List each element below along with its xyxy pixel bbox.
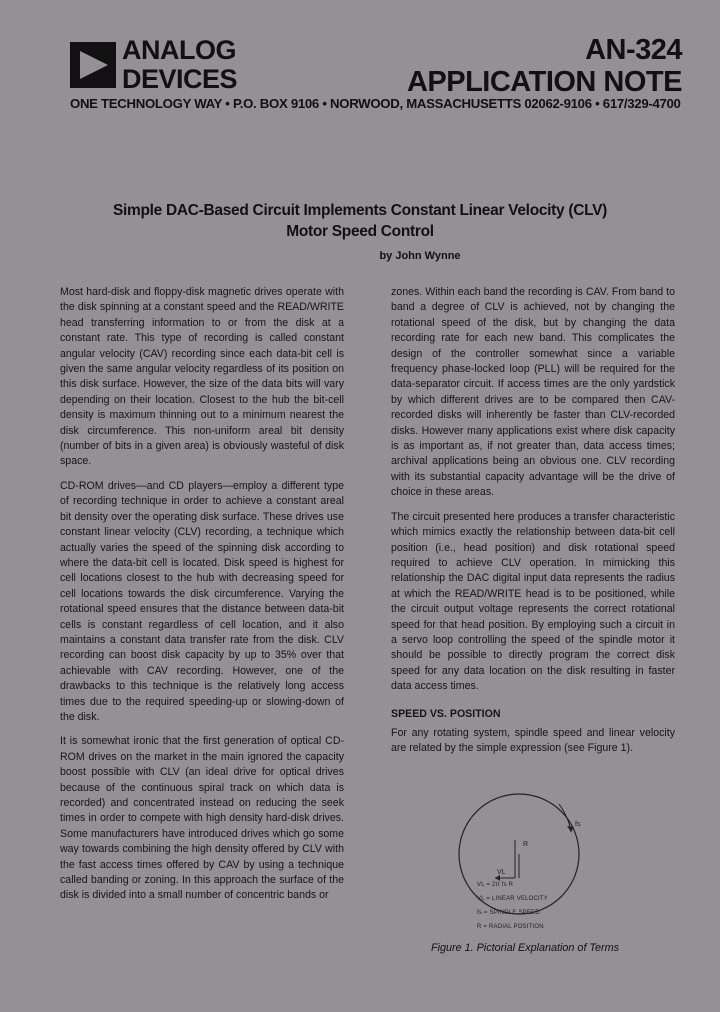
title-block	[60, 200, 660, 262]
company-address: ONE TECHNOLOGY WAY • P.O. BOX 9106 • NORWOOD, MASSACHUSETTS 02062-9106 • 617/329-4700	[70, 96, 681, 111]
paragraph: The circuit presented here produces a transfer characteristic which mimics exactly the relationship between data-bit cell position (i.e., head position) and disk rotational speed required to achieve CLV operation. In mimicking this relationship the DAC digital input data represents the radius at which the READ/WRITE head is to be positioned, while the circuit output voltage represents the correct rotational speed for that head position. By employing such a circuit in a servo loop controlling the speed of the spindle motor it should be possible to directly program the correct disk speed for any data location on the disk resulting in faster data access times.	[391, 510, 675, 693]
figure-1	[391, 770, 681, 970]
byline: by John Wynne	[379, 250, 461, 262]
paragraph: Most hard-disk and floppy-disk magnetic drives operate with the disk spinning at a constant speed and the READ/WRITE head transferring information to or from the disk at a constant rate. This type of recording is called constant angular velocity (CAV) recording since each data-bit cell is given the same angular velocity regardless of its position on this disk surface. However, the size of the data bits will vary depending on their location. Closest to the hub the bit-cell density is maximum thinning out to a minimum nearest the disk circumference. This non-uniform areal bit density (number of bits in a given area) is obviously wasteful of disk space.	[60, 286, 344, 468]
label-vl: VL	[497, 869, 506, 876]
legend-radial-position: R = RADIAL POSITION	[477, 924, 544, 930]
document-identifier	[407, 34, 682, 98]
section-heading: SPEED VS. POSITION	[391, 707, 501, 720]
legend-linear-velocity: VL = LINEAR VELOCITY	[477, 896, 548, 902]
brand-line-2: DEVICES	[122, 64, 238, 94]
paragraph: It is somewhat ironic that the first generation of optical CD-ROM drives on the market in the main ignored the capacity boost possible with CLV (an ideal drive for optical drives because of the continuous spiral track on which data is recorded) and concentrated instead on reducing the seek times in order to compete with high density hard-disk drives. Some manufacturers have introduced drives which go some way towards combining the high density offered by CLV with the fast access times offered by CAV by using a technique called banding or zoning. In this approach the surface of the disk is divided into a small number of concentric bands or	[60, 735, 344, 902]
analog-devices-logo-icon	[70, 42, 116, 88]
doc-type: APPLICATION NOTE	[406, 66, 682, 98]
legend-equation: VL = 2π fs R	[477, 882, 514, 888]
legend-spindle-speed: fs = SPINDLE SPEED	[477, 910, 540, 916]
doc-number: AN-324	[585, 34, 682, 66]
article-title-line-2: Motor Speed Control	[286, 223, 434, 240]
right-column	[391, 285, 675, 766]
figure-legend	[477, 878, 548, 934]
figure-caption: Figure 1. Pictorial Explanation of Terms	[431, 942, 620, 954]
page-header	[0, 0, 720, 130]
label-fs: fs	[575, 821, 581, 828]
paragraph: CD-ROM drives—and CD players—employ a different type of recording technique in order to achieve a constant areal bit density over the operating disk surface. These drives use constant linear velocity (CLV) recording, a technique which actually varies the speed of the spinning disk according to where the data-bit cell is located. Disk speed is highest for cell locations closest to the hub with decreasing speed for cell locations towards the disk circumference. Varying the rotational speed ensures that the distance between data-bit cells is constant regardless of cell location, and it also maintains a constant data transfer rate from the disk. CLV recording can boost disk capacity by up to 35% over that achievable with CAV recording. However, one of the drawbacks to this technique is the relatively long access times due to the required speeding-up or slowing-down of the disk.	[60, 479, 344, 723]
label-r: R	[523, 841, 529, 848]
left-column	[60, 285, 344, 913]
paragraph: For any rotating system, spindle speed and linear velocity are related by the simple expression (see Figure 1).	[391, 726, 675, 755]
brand-name	[122, 36, 237, 94]
paragraph: zones. Within each band the recording is CAV. From band to band a degree of CLV is achieved, not by changing the rotational speed of the disk, but by changing the data recording rate for each new band. This complicates the design of the controller somewhat since a variable frequency phase-locked loop (PLL) will be required for the data-separator circuit. If access times are the only yardstick by which different drives are to be compared then CAV-recorded disks will inherently be faster than CLV-recorded disks. However many applications exist where disk capacity is as important as, if not greater than, data access times; archival applications being an obvious one. CLV recording with its substantial capacity advantage will be the drive of choice in these areas.	[391, 286, 675, 499]
article-title-line-1: Simple DAC-Based Circuit Implements Constant Linear Velocity (CLV)	[112, 202, 608, 219]
brand-line-1: ANALOG	[122, 35, 236, 65]
